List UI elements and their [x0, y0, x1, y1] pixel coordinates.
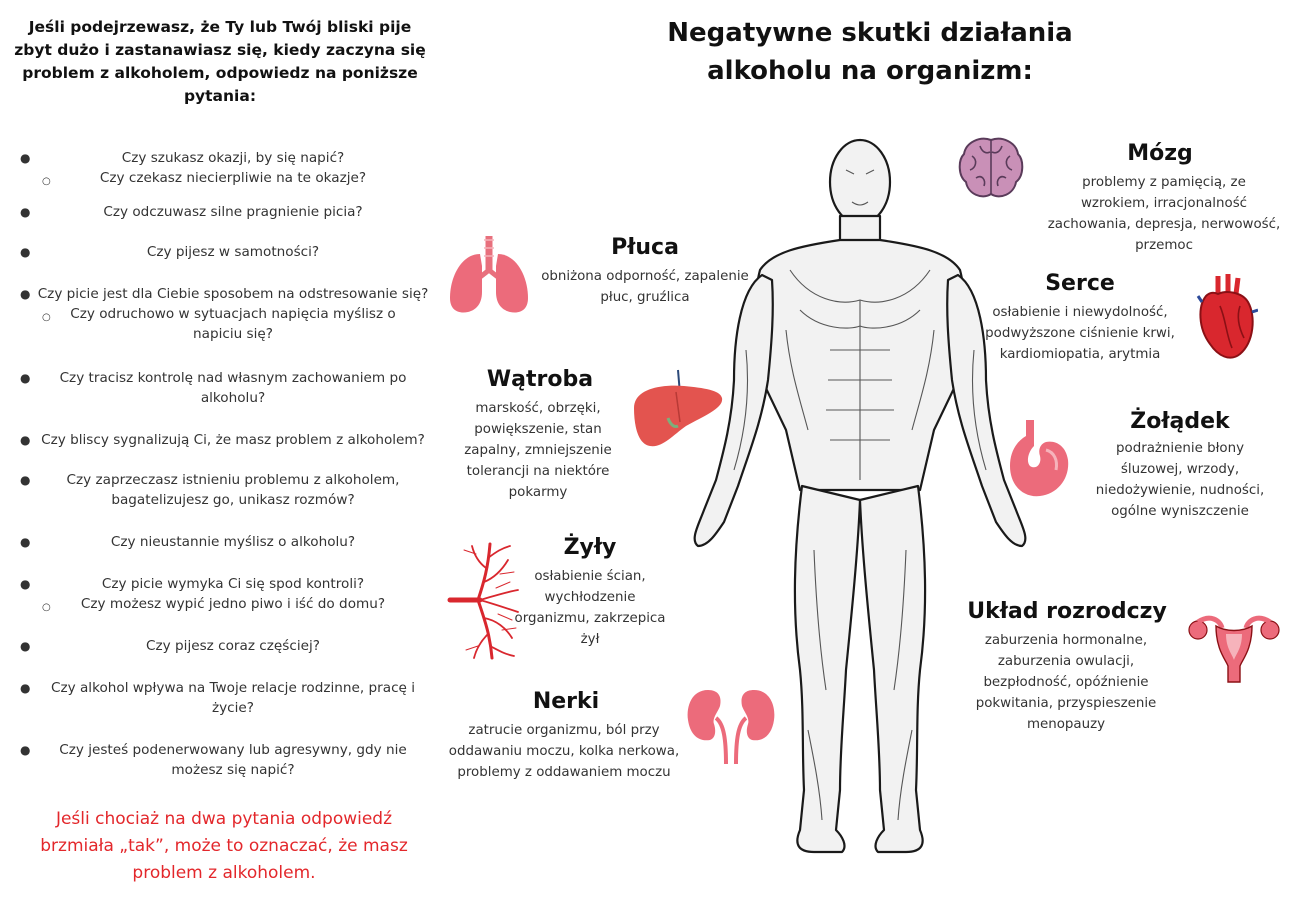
- list-item: [18, 368, 448, 408]
- question-subtext: Czy odruchowo w sytuacjach napięcia myślisz o napiciu się?: [70, 306, 396, 342]
- question-text: Czy picie wymyka Ci się spod kontroli?: [101, 576, 365, 592]
- list-item: [18, 470, 448, 510]
- sub-bullet-icon: ○: [42, 602, 51, 613]
- organ-desc-heart: osłabienie i niewydolność, podwyższone ciśnienie krwi, kardiomiopatia, arytmia: [985, 305, 1175, 362]
- bullet-icon: ●: [20, 205, 31, 219]
- bullet-icon: ●: [20, 245, 31, 259]
- question-text: Czy pijesz coraz częściej?: [146, 638, 320, 654]
- stomach-icon: [1006, 416, 1072, 500]
- liver-icon: [628, 364, 726, 454]
- organ-desc-reproductive: zaburzenia hormonalne, zaburzenia owulacji, bezpłodność, opóźnienie pokwitania, przyspieszenie menopauzy: [975, 633, 1157, 732]
- organ-desc-veins: osłabienie ścian, wychłodzenie organizmu, zakrzepica żył: [514, 569, 666, 647]
- list-item: [18, 148, 448, 188]
- heart-icon: [1196, 272, 1258, 364]
- bullet-icon: ●: [20, 577, 31, 591]
- organ-desc-lungs: obniżona odporność, zapalenie płuc, gruźlica: [541, 269, 749, 305]
- bullet-icon: ●: [20, 371, 31, 385]
- bullet-icon: ●: [20, 287, 31, 301]
- question-text: Czy szukasz okazji, by się napić?: [121, 150, 345, 166]
- organ-name-reproductive: Układ rozrodczy: [967, 599, 1167, 624]
- question-subtext: Czy czekasz niecierpliwie na te okazje?: [99, 170, 367, 186]
- list-item: [18, 532, 448, 552]
- organ-desc-stomach: podrażnienie błony śluzowej, wrzody, niedożywienie, nudności, ogólne wyniszczenie: [1095, 441, 1265, 519]
- organ-desc-liver: marskość, obrzęki, powiększenie, stan zapalny, zmniejszenie tolerancji na niektóre pokarmy: [464, 401, 612, 500]
- list-item: [18, 740, 448, 780]
- bullet-icon: ●: [20, 473, 31, 487]
- list-item: [18, 202, 448, 222]
- question-text: Czy odczuwasz silne pragnienie picia?: [103, 204, 363, 220]
- question-text: Czy jesteś podenerwowany lub agresywny, gdy nie możesz się napić?: [59, 742, 407, 778]
- bullet-icon: ●: [20, 681, 31, 695]
- uterus-icon: [1186, 610, 1282, 684]
- organ-name-veins: Żyły: [563, 535, 617, 560]
- page-title: Negatywne skutki działania alkoholu na organizm:: [667, 18, 1073, 86]
- question-text: Czy zaprzeczasz istnieniu problemu z alkoholem, bagatelizujesz go, unikasz rozmów?: [66, 472, 400, 508]
- question-text: Czy nieustannie myślisz o alkoholu?: [110, 534, 356, 550]
- question-text: Czy picie jest dla Ciebie sposobem na odstresowanie się?: [37, 286, 429, 302]
- bullet-icon: ●: [20, 743, 31, 757]
- question-text: Czy alkohol wpływa na Twoje relacje rodzinne, pracę i życie?: [50, 680, 416, 716]
- list-item: [18, 242, 448, 262]
- brain-icon: [956, 134, 1026, 204]
- question-text: Czy tracisz kontrolę nad własnym zachowaniem po alkoholu?: [59, 370, 407, 406]
- sub-bullet-icon: ○: [42, 176, 51, 187]
- warning-text: Jeśli chociaż na dwa pytania odpowiedź brzmiała „tak”, może to oznaczać, że masz problem z alkoholem.: [40, 809, 408, 883]
- sub-bullet-icon: ○: [42, 312, 51, 323]
- organ-name-brain: Mózg: [1127, 141, 1193, 166]
- organ-name-heart: Serce: [1045, 271, 1115, 296]
- kidneys-icon: [684, 684, 778, 768]
- question-text: Czy bliscy sygnalizują Ci, że masz problem z alkoholem?: [41, 432, 425, 448]
- lungs-icon: [444, 232, 534, 322]
- bullet-icon: ●: [20, 535, 31, 549]
- organ-desc-brain: problemy z pamięcią, ze wzrokiem, irracjonalność zachowania, depresja, nerwowość, przemoc: [1047, 175, 1281, 253]
- bullet-icon: ●: [20, 151, 31, 165]
- intro-text: Jeśli podejrzewasz, że Ty lub Twój bliski pije zbyt dużo i zastanawiasz się, kiedy zaczyna się problem z alkoholem, odpowiedz na poniższe pytania:: [14, 18, 426, 105]
- bullet-icon: ●: [20, 639, 31, 653]
- question-subtext: Czy możesz wypić jedno piwo i iść do domu?: [80, 596, 386, 612]
- question-text: Czy pijesz w samotności?: [146, 244, 320, 260]
- organ-name-stomach: Żołądek: [1130, 409, 1230, 434]
- bullet-icon: ●: [20, 433, 31, 447]
- organ-name-lungs: Płuca: [611, 235, 679, 260]
- organ-name-liver: Wątroba: [486, 367, 594, 392]
- list-item: [18, 678, 448, 718]
- list-item: [18, 636, 448, 656]
- organ-desc-kidneys: zatrucie organizmu, ból przy oddawaniu moczu, kolka nerkowa, problemy z oddawaniem moczu: [448, 723, 680, 780]
- organ-name-kidneys: Nerki: [532, 689, 600, 714]
- list-item: [18, 284, 448, 344]
- list-item: [18, 574, 448, 614]
- list-item: [18, 430, 448, 450]
